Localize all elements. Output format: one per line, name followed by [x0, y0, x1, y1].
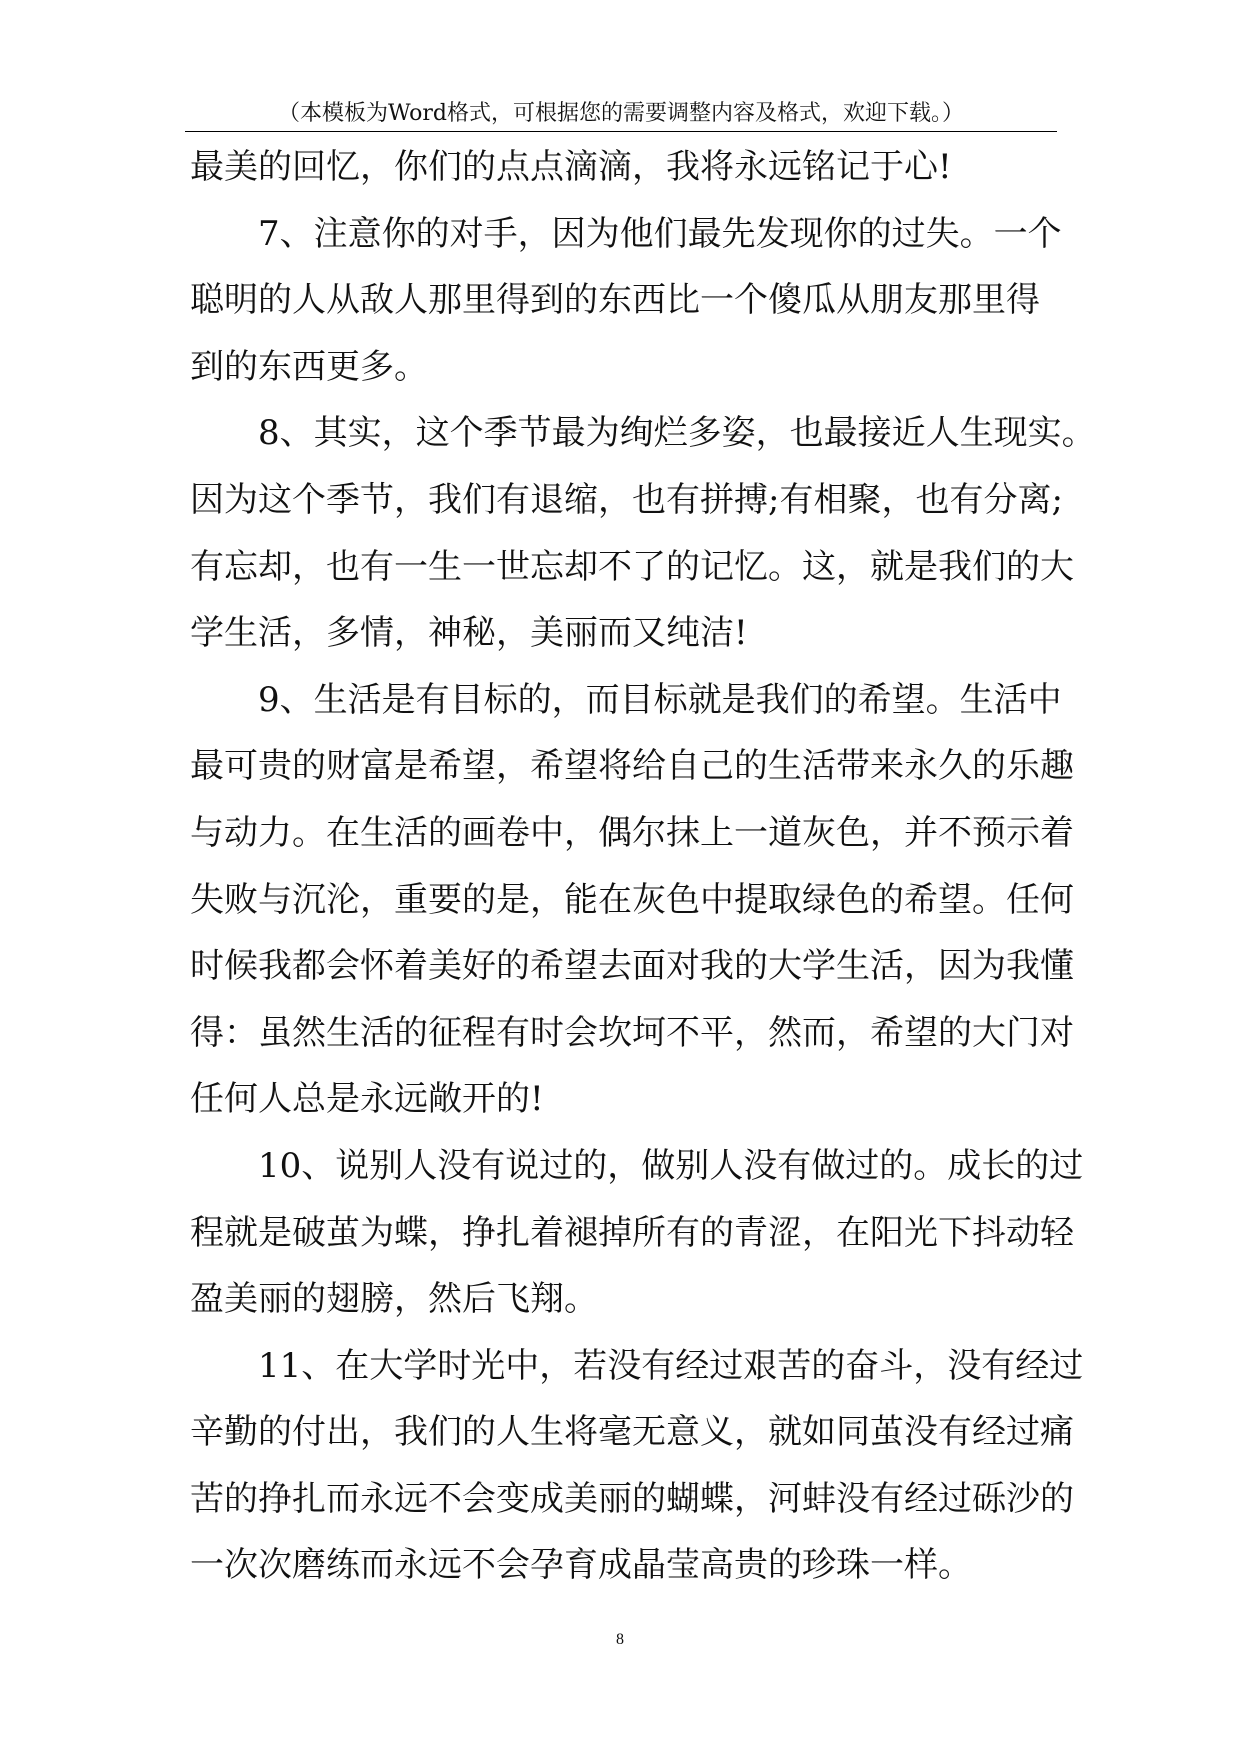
body-text-line: 到的东西更多。	[190, 346, 428, 387]
body-text-line: 学生活，多情，神秘，美丽而又纯洁!	[190, 613, 748, 654]
body-text-line: 苦的挣扎而永远不会变成美丽的蝴蝶，河蚌没有经过砾沙的	[190, 1478, 1074, 1519]
page-header-note: （本模板为Word格式，可根据您的需要调整内容及格式，欢迎下载。）	[278, 101, 964, 126]
body-text-line: 时候我都会怀着美好的希望去面对我的大学生活，因为我懂	[190, 946, 1074, 987]
body-text-line: 11、在大学时光中，若没有经过艰苦的奋斗，没有经过	[258, 1345, 1084, 1386]
body-text-line: 8、其实，这个季节最为绚烂多姿，也最接近人生现实。	[258, 413, 1096, 454]
body-text-line: 得：虽然生活的征程有时会坎坷不平，然而，希望的大门对	[190, 1012, 1074, 1053]
body-text-line: 10、说别人没有说过的，做别人没有做过的。成长的过	[258, 1145, 1084, 1186]
body-text-line: 9、生活是有目标的，而目标就是我们的希望。生活中	[258, 679, 1062, 720]
body-text-line: 与动力。在生活的画卷中，偶尔抹上一道灰色，并不预示着	[190, 812, 1074, 853]
body-text-line: 最可贵的财富是希望，希望将给自己的生活带来永久的乐趣	[190, 746, 1074, 787]
body-text-line: 程就是破茧为蝶，挣扎着褪掉所有的青涩，在阳光下抖动轻	[190, 1212, 1074, 1253]
body-text-line: 一次次磨练而永远不会孕育成晶莹高贵的珍珠一样。	[190, 1545, 972, 1586]
body-text-line: 最美的回忆，你们的点点滴滴，我将永远铭记于心!	[190, 147, 952, 187]
page-number: 8	[616, 1631, 624, 1648]
body-text-line: 7、注意你的对手，因为他们最先发现你的过失。一个	[258, 213, 1062, 254]
body-text-line: 聪明的人从敌人那里得到的东西比一个傻瓜从朋友那里得	[190, 280, 1040, 321]
body-text-line: 有忘却，也有一生一世忘却不了的记忆。这，就是我们的大	[190, 546, 1074, 587]
body-text-line: 盈美丽的翅膀，然后飞翔。	[190, 1279, 598, 1320]
body-text-line: 因为这个季节，我们有退缩，也有拼搏;有相聚，也有分离;	[190, 479, 1063, 520]
body-text-line: 辛勤的付出，我们的人生将毫无意义，就如同茧没有经过痛	[190, 1412, 1074, 1453]
body-text-line: 任何人总是永远敞开的!	[190, 1079, 544, 1120]
header-divider	[185, 131, 1057, 132]
body-text-line: 失败与沉沦，重要的是，能在灰色中提取绿色的希望。任何	[190, 879, 1074, 920]
document-body	[190, 134, 1096, 1599]
